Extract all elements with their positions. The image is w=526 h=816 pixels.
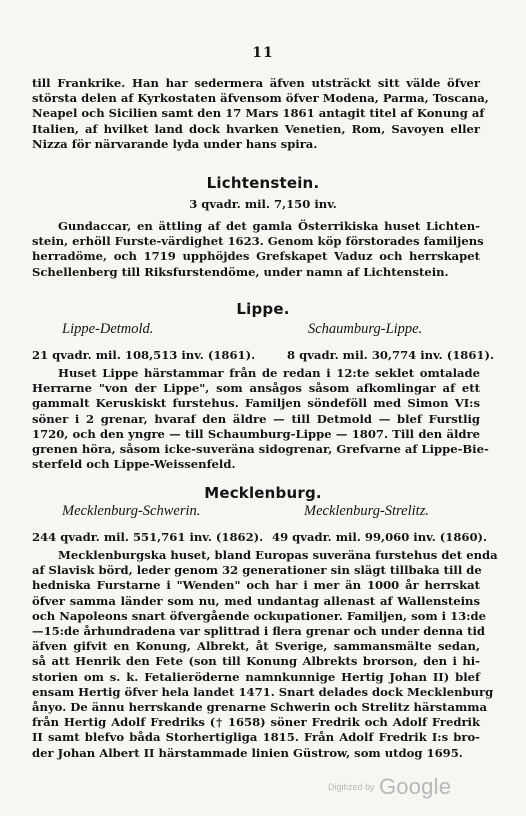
digitized-by-google-watermark [328,774,451,800]
text-line: Huset Lippe härstammar från de redan i 12:te seklet omtalade [58,366,480,380]
text-line: der Johan Albert II härstammade linien Güstrow, som utdog 1695. [32,745,463,760]
section-heading-lippe: Lippe. [236,300,290,318]
text-line: Neapel och Sicilien samt den 17 Mars 1861 antagit titel af Konung af [32,106,485,121]
mecklenburg-paragraph [32,548,498,761]
lichtenstein-paragraph [32,219,484,280]
text-line: Italien, af hvilket land dock hvarken Venetien, Rom, Savoyen eller [32,121,480,136]
google-logo: Google [378,774,452,799]
text-line: Schellenberg till Riksfurstendöme, under namn af Lichtenstein. [32,264,449,279]
lippe-paragraph [32,366,489,472]
text-line: gammalt Keruskiskt furstehus. Familjen söndeföll med Simon VI:s [32,396,480,411]
text-line: söner i 2 grenar, hvaraf den äldre — till Detmold — blef Furstlig [32,411,480,426]
text-line: sterfeld och Lippe-Weissenfeld. [32,457,236,472]
schaumburg-lippe-title: Schaumburg-Lippe. [308,321,423,337]
section-heading-mecklenburg: Mecklenburg. [204,484,322,502]
text-line: —15:de århundradena var splittrad i flera grenar och under denna tid [32,624,486,639]
intro-paragraph [32,76,489,152]
text-line: Herrarne "von der Lippe", som ansågos såsom afkomlingar af ett [32,381,480,396]
text-line: storien om s. k. Fetalieröderne namnkunnige Hertig Johan II) blef [32,669,480,684]
mecklenburg-strelitz-title: Mecklenburg-Strelitz. [304,503,429,519]
text-line: från Hertig Adolf Fredriks († 1658) söner Fredrik och Adolf Fredrik [32,715,480,730]
text-line: och Napoleons snart öfvergående ockupationer. Familjen, som i 13:de [32,608,487,623]
text-line: Nizza för närvarande lyda under hans spira. [32,136,318,151]
text-line: 1720, och den yngre — till Schaumburg-Lippe — 1807. Till den äldre [32,426,480,441]
lippe-detmold-title: Lippe-Detmold. [62,321,154,337]
text-line: II samt blefvo båda Storhertigliga 1815. Från Adolf Fredrik I:s bro- [32,730,480,745]
text-line: hedniska Furstarne i "Wenden" och har i mer än 1000 år herrskat [32,578,480,593]
text-line: Gundaccar, en ättling af det gamla Österrikiska huset Lichten- [58,219,480,233]
text-line: herradöme, och 1719 upphöjdes Grefskapet Vaduz och herrskapet [32,249,480,264]
text-line: Mecklenburgska huset, bland Europas suveräna furstehus det enda [58,548,498,562]
schaumburg-lippe-stats: 8 qvadr. mil. 30,774 inv. (1861). [287,348,494,362]
text-line: äfven gifvit en Konung, Albrekt, åt Sverige, sammansmälte sedan, [32,639,480,654]
section-heading-lichtenstein: Lichtenstein. [206,174,320,192]
text-line: öfver samma länder som nu, med undantag allenast af Wallensteins [32,593,480,608]
text-line: stein, erhöll Furste-värdighet 1623. Genom köp förstorades familjens [32,234,484,249]
text-line: så att Henrik den Fete (son till Konung Albrekts brorson, den i hi- [32,654,480,669]
text-line: till Frankrike. Han har sedermera äfven utsträckt sitt välde öfver [32,76,480,90]
lippe-detmold-stats: 21 qvadr. mil. 108,513 inv. (1861). [32,348,256,362]
mecklenburg-schwerin-stats: 244 qvadr. mil. 551,761 inv. (1862). [32,530,264,544]
text-line: af Slavisk börd, leder genom 32 generationer sin slägt tillbaka till de [32,563,482,578]
mecklenburg-strelitz-stats: 49 qvadr. mil. 99,060 inv. (1860). [272,530,488,544]
text-line: ånyo. De ännu herrskande grenarne Schwerin och Strelitz härstamma [32,700,488,715]
text-line: grenen höra, såsom icke-suveräna sidogrenar, Grefvarne af Lippe-Bie- [32,442,489,457]
page-number: 11 [252,45,274,61]
text-line: största delen af Kyrkostaten äfvensom öfver Modena, Parma, Toscana, [32,91,489,106]
lichtenstein-stats: 3 qvadr. mil. 7,150 inv. [189,197,337,211]
text-line: ensam Hertig öfver hela landet 1471. Snart delades dock Mecklenburg [32,684,494,699]
watermark-prefix: Digitized by [328,782,375,792]
mecklenburg-schwerin-title: Mecklenburg-Schwerin. [62,503,201,519]
